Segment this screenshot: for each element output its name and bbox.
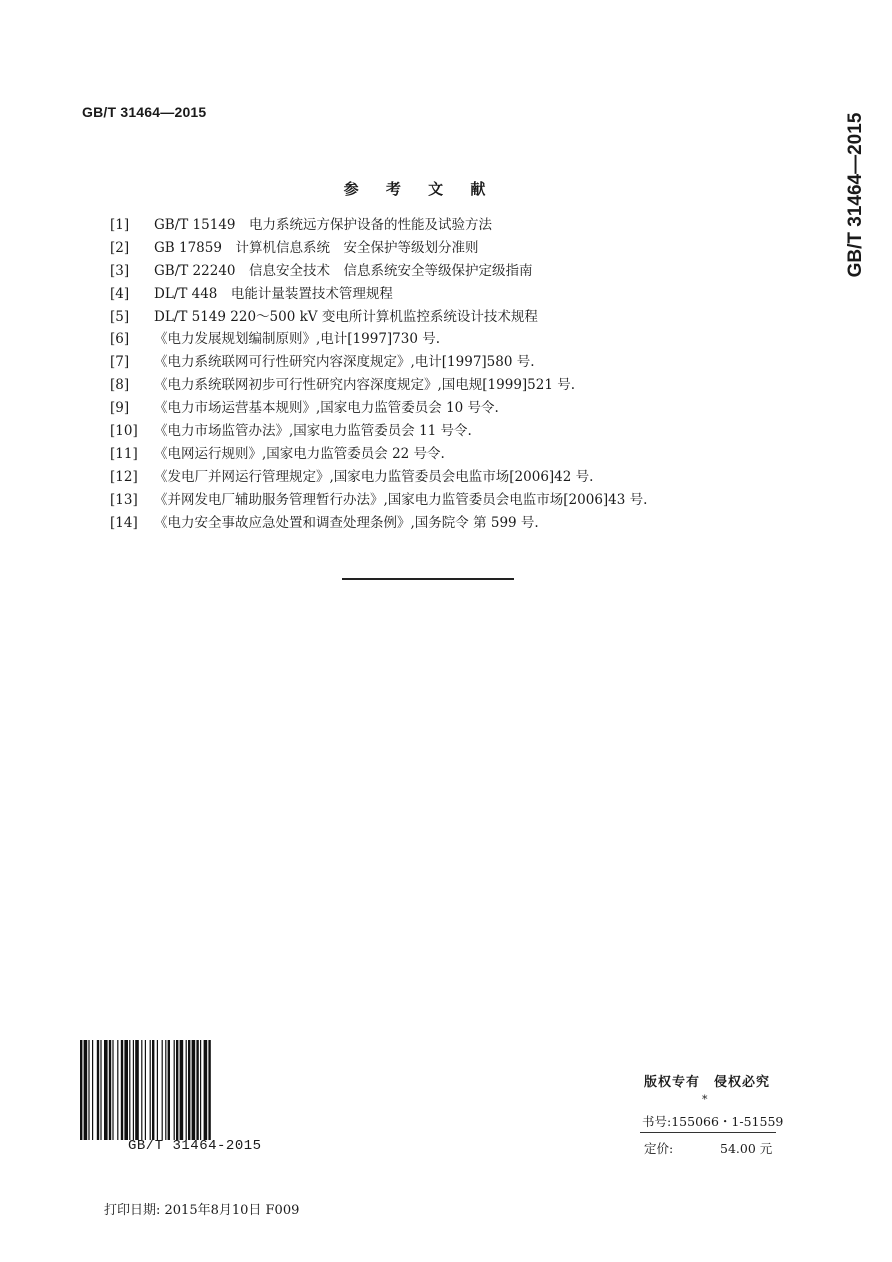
end-rule	[342, 578, 514, 580]
reference-text: 《发电厂并网运行管理规定》,国家电力监管委员会电监市场[2006]42 号.	[154, 468, 594, 485]
reference-text: DL/T 5149 220～500 kV 变电所计算机监控系统设计技术规程	[154, 308, 538, 325]
reference-number: [6]	[110, 331, 130, 348]
reference-text: 《电力发展规划编制原则》,电计[1997]730 号.	[154, 331, 441, 348]
reference-text: 《并网发电厂辅助服务管理暂行办法》,国家电力监管委员会电监市场[2006]43 号.	[154, 491, 648, 508]
barcode-number: GB/T 31464-2015	[128, 1138, 262, 1154]
reference-text: GB/T 22240 信息安全技术 信息系统安全等级保护定级指南	[154, 262, 533, 279]
reference-text: GB/T 15149 电力系统远方保护设备的性能及试验方法	[154, 217, 492, 233]
reference-item	[110, 214, 647, 237]
reference-number: [7]	[110, 354, 130, 371]
book-number: 书号:155066・1-51559	[642, 1114, 784, 1129]
reference-text: 《电力系统联网初步可行性研究内容深度规定》,国电规[1999]521 号.	[154, 377, 576, 394]
reference-text: 《电力系统联网可行性研究内容深度规定》,电计[1997]580 号.	[154, 354, 535, 371]
references-list	[110, 214, 647, 534]
reference-text: DL/T 448 电能计量装置技术管理规程	[154, 285, 393, 302]
references-title: 参 考 文 献	[343, 180, 497, 198]
reference-number: [10]	[110, 423, 138, 440]
reference-item	[110, 443, 647, 466]
reference-number: [8]	[110, 377, 130, 394]
reference-text: 《电力市场运营基本规则》,国家电力监管委员会 10 号令.	[154, 400, 499, 417]
reference-text: GB 17859 计算机信息系统 安全保护等级划分准则	[154, 239, 479, 256]
reference-item	[110, 397, 647, 420]
reference-item	[110, 328, 647, 351]
reference-number: [9]	[110, 400, 130, 417]
print-date: 打印日期: 2015年8月10日 F009	[104, 1203, 300, 1218]
reference-number: [1]	[110, 217, 130, 233]
reference-number: [4]	[110, 285, 130, 302]
reference-item	[110, 489, 647, 512]
reference-item	[110, 306, 647, 329]
reference-item	[110, 420, 647, 443]
reference-number: [2]	[110, 239, 130, 256]
reference-item	[110, 260, 647, 283]
reference-item	[110, 237, 647, 260]
reference-number: [3]	[110, 262, 130, 279]
reference-item	[110, 374, 647, 397]
reference-item	[110, 351, 647, 374]
reference-text: 《电力安全事故应急处置和调查处理条例》,国务院令 第 599 号.	[154, 514, 539, 531]
price-label: 定价:	[644, 1141, 674, 1156]
standard-number-side	[838, 100, 874, 290]
reference-number: [12]	[110, 468, 138, 485]
reference-number: [13]	[110, 491, 138, 508]
reference-number: [14]	[110, 514, 138, 531]
reference-number: [11]	[110, 445, 138, 462]
copyright-notice: 版权专有 侵权必究	[644, 1075, 771, 1090]
reference-item	[110, 512, 647, 535]
price-divider	[640, 1132, 776, 1133]
barcode-icon	[80, 1040, 306, 1140]
reference-item	[110, 466, 647, 489]
price-value: 54.00 元	[720, 1141, 773, 1156]
reference-number: [5]	[110, 308, 130, 325]
reference-text: 《电网运行规则》,国家电力监管委员会 22 号令.	[154, 445, 445, 462]
standard-number-side-text: GB/T 31464—2015	[845, 112, 866, 278]
standard-number-header: GB/T 31464—2015	[82, 104, 207, 120]
reference-item	[110, 283, 647, 306]
reference-text: 《电力市场监管办法》,国家电力监管委员会 11 号令.	[154, 423, 472, 440]
star-mark: *	[702, 1093, 708, 1106]
